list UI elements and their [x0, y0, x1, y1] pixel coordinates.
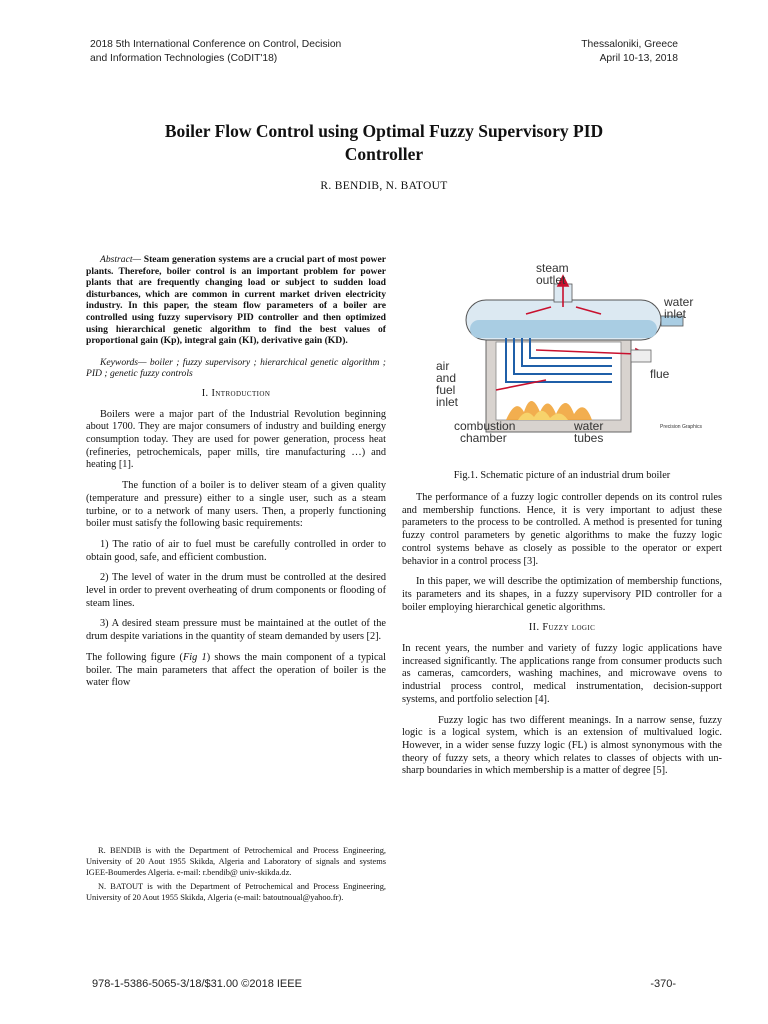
- copyright-line: 978-1-5386-5065-3/18/$31.00 ©2018 IEEE: [92, 978, 302, 990]
- location-info: [581, 38, 678, 66]
- drum-water: [470, 320, 657, 338]
- paragraph: [86, 652, 386, 690]
- paragraph: The performance of a fuzzy logic controller depends on its control rules and membership functions. Hence, it is very important to adjust these parameters to the process to be controlled. A method is presented for tuning fuzzy control parameters by genetic algorithms to make the fuzzy logic control systems behave as closely as possible to the operator or expert behavior in a control process [3].: [402, 492, 722, 567]
- footnotes: [86, 840, 386, 908]
- abstract-lead: Abstract—: [100, 254, 142, 265]
- right-column: [402, 492, 722, 786]
- label-steam: steam: [536, 262, 569, 275]
- keywords-lead: Keywords—: [100, 356, 147, 368]
- text-fragment: ) shows the main component of a typical boiler. The main parameters that affect the operation of boiler is the water flow: [86, 651, 386, 689]
- figure-caption: Fig.1. Schematic picture of an industrial drum boiler: [453, 470, 671, 481]
- page-number: -370-: [650, 978, 676, 990]
- label-water-tubes-2: tubes: [574, 431, 604, 442]
- paragraph: In this paper, we will describe the optimization of membership functions, its parameters and its shapes, in a fuzzy supervisory PID controller for a boiler employing hierarchical genetic algorithms.: [402, 576, 722, 613]
- date-line: April 10-13, 2018: [599, 53, 678, 64]
- label-chamber: chamber: [460, 431, 507, 442]
- figure-reference[interactable]: Fig 1: [182, 651, 207, 663]
- page-header: [90, 38, 678, 66]
- paragraph: Boilers were a major part of the Industrial Revolution beginning about 1700. They are major consumers of industry and building energy consumption today. They are used for power generation, process heat (refineries, petrochemicals, paper mills, tire manufacturing …) and heating [1].: [86, 408, 386, 471]
- paragraph: The function of a boiler is to deliver steam of a given quality (temperature and pressure) either to a single user, such as a steam turbine, or to a network of many users. Then, a properly functioning boiler must satisfy the following basic requirements:: [86, 480, 386, 530]
- label-water: water: [664, 295, 694, 309]
- paragraph: Fuzzy logic has two different meanings. In a narrow sense, fuzzy logic is a logical system, which is an extension of multivalued logic. However, in a wider sense fuzzy logic (FL) is almost synonymous with the theory of fuzzy sets, a theory which relates to classes of objects with un-sharp boundaries in which membership is a matter of degree [5].: [402, 714, 722, 777]
- location-line: Thessaloniki, Greece: [581, 39, 678, 50]
- section-heading-introduction: I. Introduction: [201, 387, 271, 399]
- footnote-1: R. BENDIB is with the Department of Petrochemical and Process Engineering, University of 20 Aout 1955 Skikda, Algeria and Laboratory of signals and systems IGEE-Boumerdes Algeria. e-mail: r.bendib@ univ-skikda.dz.: [86, 846, 386, 877]
- conference-info: [90, 38, 341, 66]
- label-combustion: combustion: [454, 419, 516, 433]
- paper-title: [90, 120, 678, 166]
- section-heading-fuzzy-logic: II. Fuzzy logic: [528, 622, 596, 634]
- boiler-diagram: [436, 262, 706, 442]
- paragraph: 1) The ratio of air to fuel must be carefully controlled in order to obtain good, safe, and efficient combustion.: [86, 538, 386, 563]
- footnote-2: N. BATOUT is with the Department of Petrochemical and Process Engineering, University of 20 Aout 1955 Skikda, Algeria (e-mail: batoutnoual@yahoo.fr).: [86, 882, 386, 903]
- conference-line-1: 2018 5th International Conference on Control, Decision: [90, 39, 342, 50]
- label-outlet: outlet: [536, 273, 566, 287]
- title-line-2: Controller: [344, 144, 424, 164]
- flue-duct: [631, 350, 651, 362]
- paragraph: In recent years, the number and variety of fuzzy logic applications have increased significantly. The applications range from consumer products such as cameras, camcorders, washing machines, and microwave ovens to industrial process control, medical instrumentation, decision-support systems, and portfolio selection [4].: [402, 643, 722, 705]
- label-flue: flue: [650, 367, 670, 381]
- title-line-1: Boiler Flow Control using Optimal Fuzzy Supervisory PID: [164, 121, 604, 141]
- label-inlet: inlet: [664, 307, 687, 321]
- paragraph: 3) A desired steam pressure must be maintained at the outlet of the drum despite variations in the quantity of steam demanded by users [2].: [86, 618, 386, 643]
- page-footer: [92, 978, 676, 990]
- conference-line-2: and Information Technologies (CoDIT'18): [90, 53, 278, 64]
- left-column: [86, 254, 386, 698]
- label-fuel: fuel: [436, 383, 456, 397]
- keywords: [86, 357, 386, 380]
- abstract-text: Steam generation systems are a crucial part of most power plants. Therefore, boiler control is an important problem for power plants that are frequently changing load or subject to sudden load disturbances, which are common in current market driven electricity industry. In this paper, the steam flow parameters of a boiler are controlled using fuzzy supervisory PID controller and then optimized using hierarchical genetic algorithm to find the best values of proportional gain (Kp), integral gain (KI), derivative gain (KD).: [86, 254, 386, 347]
- label-water-tubes-1: water: [574, 419, 604, 433]
- label-air: air: [436, 359, 450, 373]
- paragraph: 2) The level of water in the drum must be controlled at the desired level in order to prevent overheating of drum components or flooding of steam lines.: [86, 572, 386, 609]
- authors: R. BENDIB, N. BATOUT: [320, 180, 448, 192]
- keywords-text: boiler ; fuzzy supervisory ; hierarchical genetic algorithm ; PID ; genetic fuzzy controls: [86, 356, 386, 380]
- figure-credit: Precision Graphics: [660, 424, 702, 430]
- text-fragment: The following figure (: [86, 651, 183, 663]
- label-and: and: [436, 371, 457, 385]
- label-inlet-air: inlet: [436, 395, 459, 409]
- abstract: [86, 254, 386, 347]
- boiler-figure: [436, 262, 706, 442]
